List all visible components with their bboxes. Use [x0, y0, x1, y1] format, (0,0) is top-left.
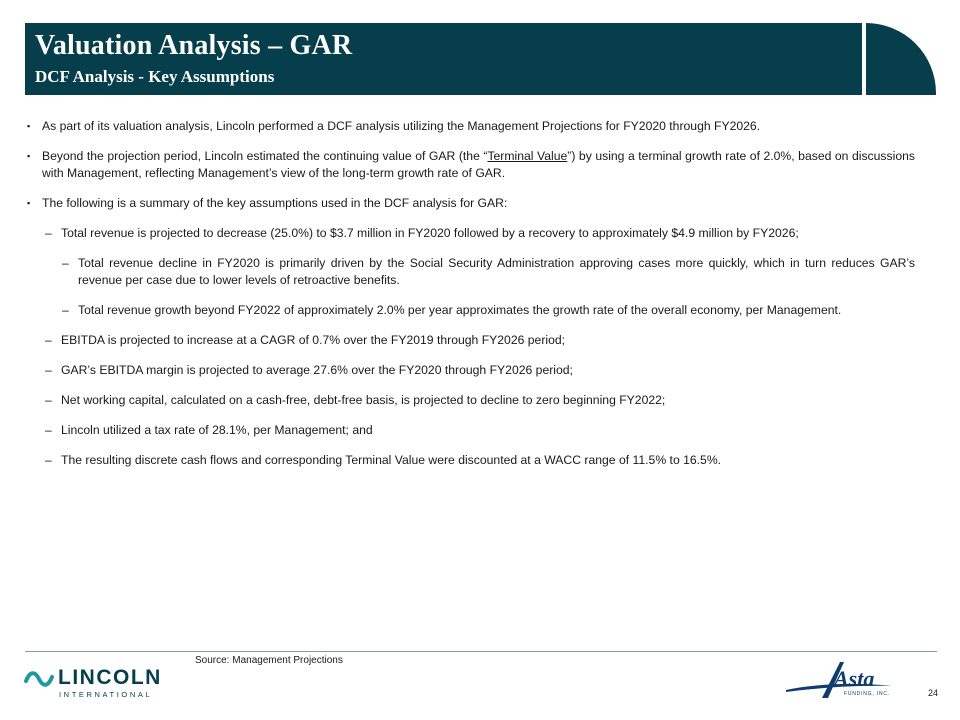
- sub-bullet-item: [25, 422, 915, 439]
- dash-bullet-icon: –: [45, 363, 52, 377]
- page-title: Valuation Analysis – GAR: [35, 30, 353, 61]
- lincoln-international-logo: [24, 666, 174, 702]
- sub-bullet-item: [25, 392, 915, 409]
- dash-bullet-icon: –: [45, 226, 52, 240]
- header-corner-decoration: [866, 23, 936, 95]
- sub-bullet-text: The resulting discrete cash flows and corresponding Terminal Value were discounted at a WACC range of 11.5% to 16.5%.: [61, 453, 722, 467]
- sub-sub-bullet-item: [25, 255, 915, 289]
- sub-bullet-text: Lincoln utilized a tax rate of 28.1%, per Management; and: [61, 423, 373, 437]
- header-bar: [25, 23, 862, 95]
- dash-bullet-icon: –: [45, 393, 52, 407]
- sub-bullet-text: Net working capital, calculated on a cash-free, debt-free basis, is projected to decline to zero beginning FY2022;: [61, 393, 666, 407]
- bullet-text: The following is a summary of the key assumptions used in the DCF analysis for GAR:: [42, 196, 508, 210]
- square-bullet-icon: ▪: [27, 198, 31, 208]
- sub-bullet-item: [25, 225, 915, 242]
- dash-bullet-icon: –: [45, 423, 52, 437]
- bullet-text-pre: Beyond the projection period, Lincoln estimated the continuing value of GAR (the “: [42, 149, 488, 163]
- sub-sub-bullet-item: [25, 302, 915, 319]
- content-body: [25, 118, 915, 482]
- square-bullet-icon: ▪: [27, 151, 31, 161]
- sub-bullet-text: Total revenue is projected to decrease (25.0%) to $3.7 million in FY2020 followed by a recovery to approximately $4.9 million by FY2026;: [61, 226, 799, 240]
- bullet-text: [42, 148, 915, 182]
- bullet-item: [25, 148, 915, 182]
- footer-divider: [25, 651, 937, 652]
- lincoln-wave-icon: [24, 669, 54, 689]
- dash-bullet-icon: –: [62, 256, 69, 270]
- page-subtitle: DCF Analysis - Key Assumptions: [35, 67, 275, 86]
- bullet-text-post: ”) by using a terminal growth rate of 2.0%, based on discussions with Management, reflecting Management’s view of the long-term growth rate of GAR.: [42, 149, 915, 180]
- square-bullet-icon: ▪: [27, 121, 31, 131]
- sub-bullet-text: GAR’s EBITDA margin is projected to average 27.6% over the FY2020 through FY2026 period;: [61, 363, 573, 377]
- sub-bullet-text: EBITDA is projected to increase at a CAGR of 0.7% over the FY2019 through FY2026 period;: [61, 333, 566, 347]
- sub-sub-bullet-text: Total revenue decline in FY2020 is primarily driven by the Social Security Administration approving cases more quickly, which in turn reduces GAR’s revenue per case due to lower levels of retroactive benefits.: [78, 256, 915, 287]
- bullet-item: [25, 118, 915, 135]
- asta-funding-logo: [784, 658, 894, 704]
- sub-bullet-item: [25, 452, 915, 469]
- bullet-item: [25, 195, 915, 212]
- dash-bullet-icon: –: [45, 453, 52, 467]
- source-note: Source: Management Projections: [195, 655, 343, 666]
- dash-bullet-icon: –: [45, 333, 52, 347]
- asta-logo-tagline: FUNDING, INC.: [844, 691, 890, 697]
- sub-bullet-item: [25, 332, 915, 349]
- terminal-value-term: Terminal Value: [487, 149, 568, 163]
- lincoln-logo-subtitle: INTERNATIONAL: [59, 690, 153, 699]
- sub-bullet-item: [25, 362, 915, 379]
- page-number: 24: [928, 688, 939, 698]
- asta-logo-word: Asta: [834, 666, 875, 691]
- sub-sub-bullet-text: Total revenue growth beyond FY2022 of approximately 2.0% per year approximates the growth rate of the overall economy, per Management.: [78, 303, 842, 317]
- bullet-text: As part of its valuation analysis, Lincoln performed a DCF analysis utilizing the Management Projections for FY2020 through FY2026.: [42, 119, 761, 133]
- lincoln-logo-name: LINCOLN: [58, 666, 162, 689]
- dash-bullet-icon: –: [62, 303, 69, 317]
